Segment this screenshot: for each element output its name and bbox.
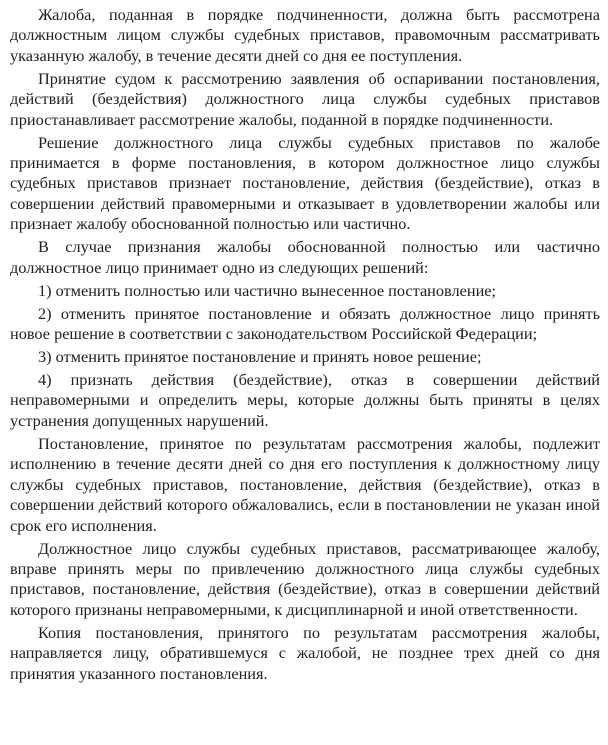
paragraph-decision-form: Решение должностного лица службы судебных приставов по жалобе принимается в форме постановления, в котором должностное лицо службы судебных приставов признает постановление, действия (бездействие), отказ в совершении действий правомерными и отказывает в удовлетворении жалобы или признает жалобу обоснованной полностью или частично. <box>10 132 600 234</box>
list-item-2: 2) отменить принятое постановление и обязать должностное лицо принять новое решение в соответствии с законодательством Российской Федерации; <box>10 303 600 344</box>
list-item-1: 1) отменить полностью или частично вынесенное постановление; <box>38 280 497 300</box>
paragraph-copy-dispatch: Копия постановления, принятого по результатам рассмотрения жалобы, направляется лицу, обратившемуся с жалобой, не позднее трех дней со дня принятия указанного постановления. <box>10 622 600 683</box>
paragraph-complaint-review-term: Жалоба, поданная в порядке подчиненности, должна быть рассмотрена должностным лицом службы судебных приставов, правомочным рассматривать указанную жалобу, в течение десяти дней со дня ее поступления. <box>10 5 600 65</box>
paragraph-disciplinary-measures: Должностное лицо службы судебных приставов, рассматривающее жалобу, вправе принять меры по привлечению должностного лица службы судебных приставов, постановление, действия (бездействие), отказ в совершении действий которого признаны неправомерными, к дисциплинарной и иной ответственности. <box>10 538 600 619</box>
list-item-4: 4) признать действия (бездействие), отказ в совершении действий неправомерными и определить меры, которые должны быть приняты в целях устранения допущенных нарушений. <box>10 370 600 430</box>
paragraph-execution-term: Постановление, принятое по результатам рассмотрения жалобы, подлежит исполнению в течение десяти дней со дня его поступления к должностному лицу службы судебных приставов, постановление, действия (бездействие), отказ в совершении действий которого обжаловались, если в постановлении не указан иной срок его исполнения. <box>10 433 600 535</box>
list-item-3: 3) отменить принятое постановление и принять новое решение; <box>38 347 482 367</box>
paragraph-justified-complaint: В случае признания жалобы обоснованной полностью или частично должностное лицо принимает одно из следующих решений: <box>10 237 600 277</box>
paragraph-court-suspension: Принятие судом к рассмотрению заявления об оспаривании постановления, действий (бездействия) должностного лица службы судебных приставов приостанавливает рассмотрение жалобы, поданной в порядке подчиненности. <box>10 68 600 129</box>
